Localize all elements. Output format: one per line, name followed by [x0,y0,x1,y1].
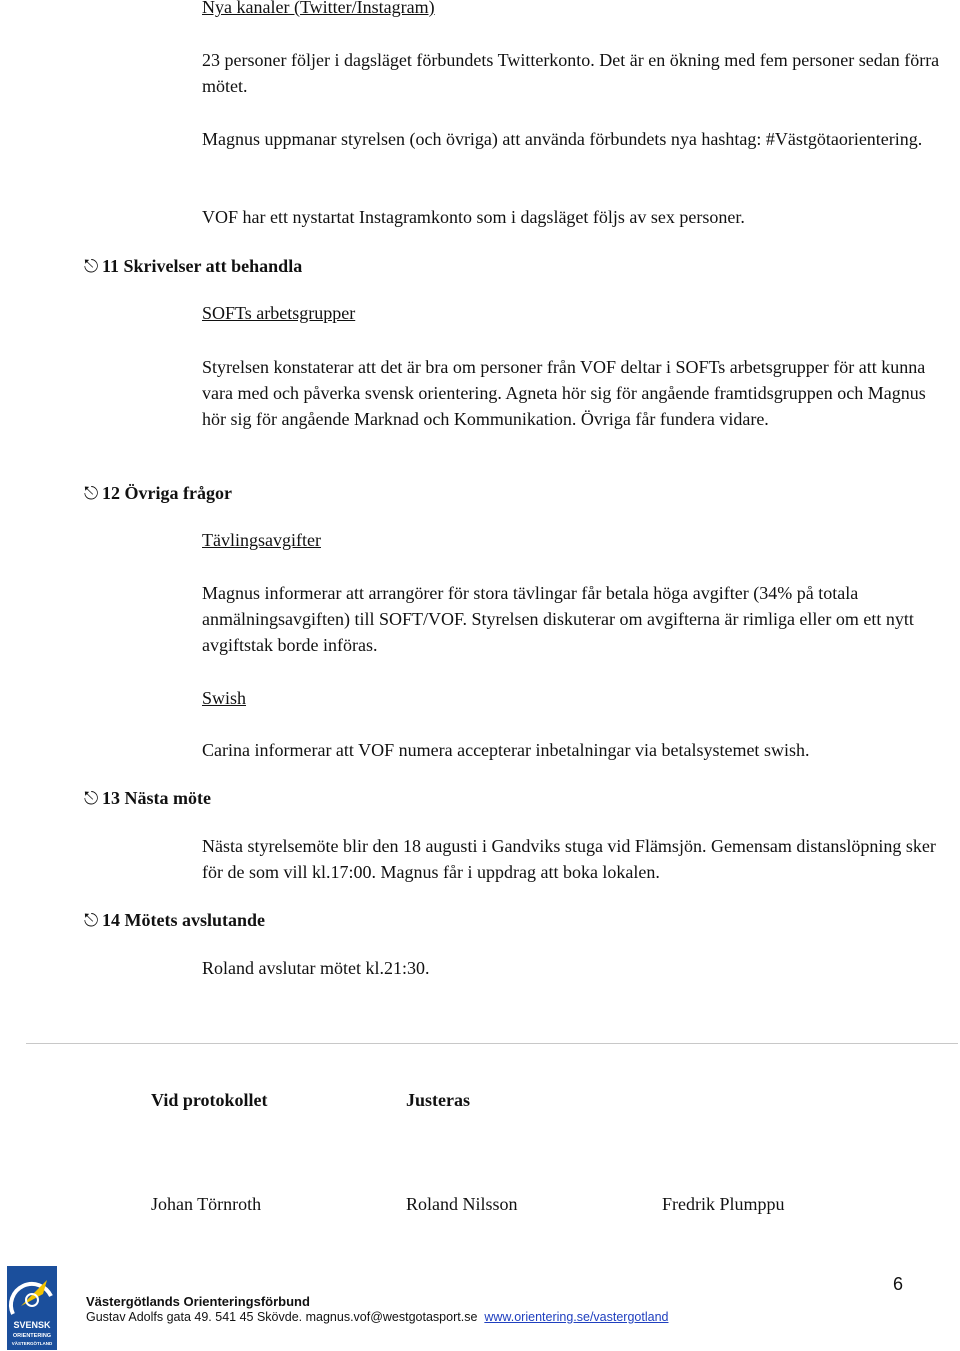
section-heading-13: ⎋ 13 Nästa möte [84,785,211,811]
footer-website-link[interactable]: www.orientering.se/vastergotland [484,1310,669,1324]
signature-name-1: Johan Törnroth [151,1194,262,1214]
paragraph-swish: Carina informerar att VOF numera accepterar inbetalningar via betalsystemet swish. [202,740,810,760]
section-heading-12: ⎋ 12 Övriga frågor [84,480,232,506]
section-heading-14: ⎋ 14 Mötets avslutande [84,907,265,933]
paragraph-soft-groups: Styrelsen konstaterar att det är bra om personer från VOF deltar i SOFTs arbetsgrupper för att kunna vara med och påverka svensk orientering. Agneta hör sig för angående framtidsgruppen och Magnus hör sig för angående Marknad och Kommunikation. Övriga får fundera vidare. [202,357,926,429]
paragraph-competition-fees: Magnus informerar att arrangörer för stora tävlingar får betala höga avgifter (34% på totala anmälningsavgiften) till SOFT/VOF. Styrelsen diskuterar om avgifterna är rimliga eller om ett nytt avgiftstak borde införas. [202,583,914,655]
footer-address [86,1310,668,1324]
subheading-swish: Swish [202,688,247,708]
section-bullet-icon: ⎋ [84,910,99,930]
page-number: 6 [893,1274,904,1294]
section-bullet-icon: ⎋ [84,256,99,276]
svensk-orientering-logo [7,1266,57,1350]
divider [26,1043,958,1044]
label-protocol: Vid protokollet [151,1090,268,1110]
section-bullet-icon: ⎋ [84,788,99,808]
paragraph-instagram: VOF har ett nystartat Instagramkonto som i dagsläget följs av sex personer. [202,207,745,227]
paragraph-hashtag: Magnus uppmanar styrelsen (och övriga) att använda förbundets nya hashtag: #Västgötaorientering. [202,129,923,149]
label-adjust: Justeras [406,1090,470,1110]
subheading-soft-groups: SOFTs arbetsgrupper [202,303,356,323]
paragraph-next-meeting: Nästa styrelsemöte blir den 18 augusti i Gandviks stuga vid Flämsjön. Gemensam distanslöpning sker för de som vill kl.17:00. Magnus får i uppdrag att boka lokalen. [202,836,936,882]
signature-name-3: Fredrik Plumppu [662,1194,785,1214]
footer-organization: Västergötlands Orienteringsförbund [86,1294,310,1309]
signature-name-2: Roland Nilsson [406,1194,518,1214]
subheading-new-channels: Nya kanaler (Twitter/Instagram) [202,0,435,17]
logo-text-1: SVENSK [13,1320,51,1330]
logo-text-3: VÄSTERGÖTLAND [11,1341,53,1346]
section-bullet-icon: ⎋ [84,483,99,503]
paragraph-closing: Roland avslutar mötet kl.21:30. [202,958,430,978]
logo-text-2: ORIENTERING [12,1333,52,1339]
section-heading-11: ⎋ 11 Skrivelser att behandla [84,253,302,279]
footer-address-text: Gustav Adolfs gata 49. 541 45 Skövde. magnus.vof@westgotasport.se [86,1310,478,1324]
subheading-competition-fees: Tävlingsavgifter [202,530,321,550]
paragraph-twitter: 23 personer följer i dagsläget förbundets Twitterkonto. Det är en ökning med fem personer sedan förra mötet. [202,50,940,96]
